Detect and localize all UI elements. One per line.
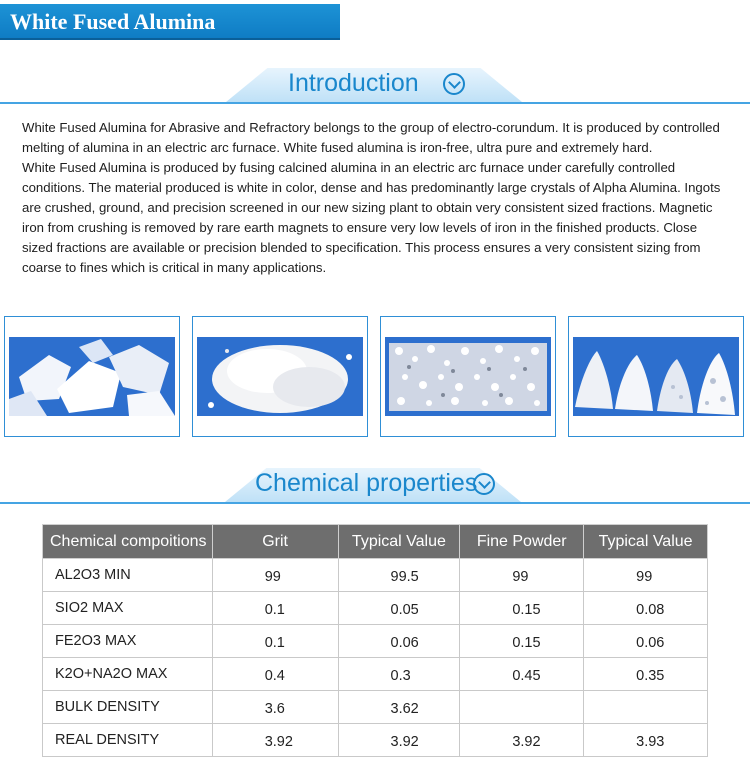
table-cell: 99 [584,559,708,592]
introduction-text [22,118,722,278]
white-alumina-sizes-picture [573,337,739,416]
table-cell: 0.35 [584,658,708,691]
table-cell: 3.62 [338,691,460,724]
table-cell: 0.06 [584,625,708,658]
section-divider [0,102,750,104]
chevron-down-icon[interactable] [473,473,495,495]
intro-paragraph-1: White Fused Alumina for Abrasive and Refractory belongs to the group of electro-corundum. It is produced by controlled melting of alumina in an electric arc furnace. White fused alumina is iron-free, ultra pure and extremely hard. [22,120,720,155]
table-cell: 0.05 [338,592,460,625]
white-alumina-lumps-picture [9,337,175,416]
table-row [43,592,708,625]
table-cell: 0.08 [584,592,708,625]
product-photo-lumps [4,316,180,437]
table-cell: 3.6 [212,691,338,724]
table-cell: 0.06 [338,625,460,658]
product-photo-grit [192,316,368,437]
table-header-row [43,525,708,559]
product-photo-sizes [568,316,744,437]
table-cell: 0.45 [460,658,584,691]
chevron-down-icon[interactable] [443,73,465,95]
page-title-bar [0,4,340,40]
product-photo-granules [380,316,556,437]
table-cell: BULK DENSITY [43,691,213,724]
table-row [43,724,708,757]
page-title: White Fused Alumina [10,9,216,34]
chemical-section-header [0,464,750,504]
table-cell: FE2O3 MAX [43,625,213,658]
chemical-heading: Chemical properties [255,469,478,497]
product-photo-image [197,337,363,416]
product-photo-image [573,337,739,416]
chemical-properties-table [42,524,708,757]
table-cell [584,691,708,724]
product-photo-image [9,337,175,416]
table-cell: AL2O3 MIN [43,559,213,592]
table-cell: 0.15 [460,592,584,625]
white-alumina-grit-picture [197,337,363,416]
table-cell: REAL DENSITY [43,724,213,757]
table-cell: 0.1 [212,625,338,658]
table-cell: 0.15 [460,625,584,658]
introduction-heading: Introduction [288,69,419,97]
intro-paragraph-2: White Fused Alumina is produced by fusing calcined alumina in an electric arc furnace under carefully controlled conditions. The material produced is white in color, dense and has predominantly large crystals of Alpha Alumina. Ingots are crushed, ground, and precision screened in our new sizing plant to obtain very consistent sized fractions. Magnetic iron from crushing is removed by rare earth magnets to ensure very low levels of iron in the finished products. Close sized fractions are available or precision blended to specification. This process ensures a very consistent sizing from coarse to fines which is critical in many applications. [22,160,721,275]
column-header: Typical Value [338,525,460,559]
table-row [43,559,708,592]
introduction-section-header [0,64,750,104]
column-header: Typical Value [584,525,708,559]
table-row [43,658,708,691]
table-cell: 99 [212,559,338,592]
table-cell: 3.92 [460,724,584,757]
table-cell: 0.1 [212,592,338,625]
table-cell: 3.92 [338,724,460,757]
section-divider [0,502,750,504]
table-cell: K2O+NA2O MAX [43,658,213,691]
product-photo-image [385,337,551,416]
table-row [43,625,708,658]
table-cell: 3.93 [584,724,708,757]
table-cell: 3.92 [212,724,338,757]
table-cell: 0.4 [212,658,338,691]
table-cell: 99 [460,559,584,592]
white-alumina-granules-picture [385,337,551,416]
column-header: Fine Powder [460,525,584,559]
column-header: Chemical compoitions [43,525,213,559]
table-row [43,691,708,724]
table-cell: 99.5 [338,559,460,592]
table-cell [460,691,584,724]
table-cell: SIO2 MAX [43,592,213,625]
column-header: Grit [212,525,338,559]
table-cell: 0.3 [338,658,460,691]
